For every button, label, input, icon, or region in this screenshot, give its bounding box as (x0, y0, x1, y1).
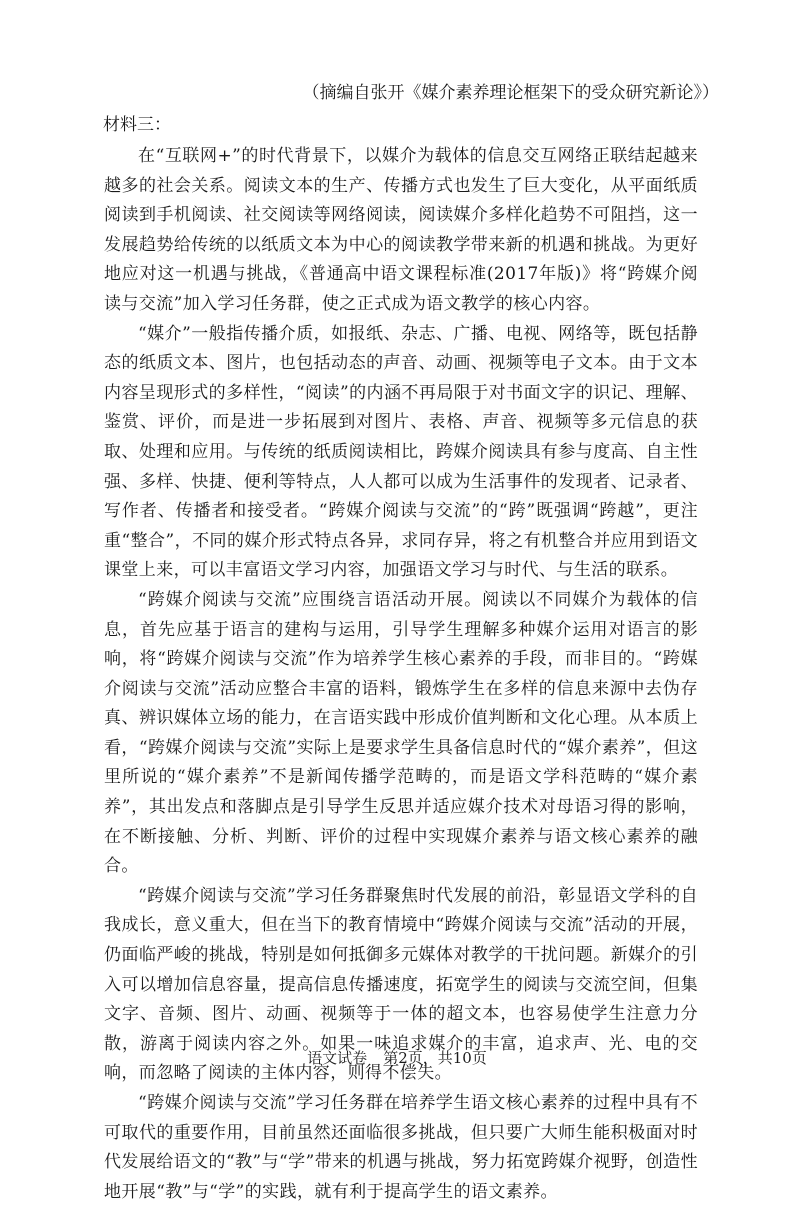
paragraph-1: 在“互联网+”的时代背景下，以媒介为载体的信息交互网络正联结起越来越多的社会关系。阅读文本的生产、传播方式也发生了巨大变化，从平面纸质阅读到手机阅读、社交阅读等网络阅读，阅读媒介多样化趋势不可阻挡，这一发展趋势给传统的以纸质文本为中心的阅读教学带来新的机遇和挑战。为更好地应对这一机遇与挑战，《普通高中语文课程标准(2017年版)》将“跨媒介阅读与交流”加入学习任务群，使之正式成为语文教学的核心内容。 (104, 146, 698, 314)
paragraph-2: “媒介”一般指传播介质，如报纸、杂志、广播、电视、网络等，既包括静态的纸质文本、图片，也包括动态的声音、动画、视频等电子文本。由于文本内容呈现形式的多样性，“阅读”的内涵不再局限于对书面文字的识记、理解、鉴赏、评价，而是进一步拓展到对图片、表格、声音、视频等多元信息的获取、处理和应用。与传统的纸质阅读相比，跨媒介阅读具有参与度高、自主性强、多样、快捷、便利等特点，人人都可以成为生活事件的发现者、记录者、写作者、传播者和接受者。“跨媒介阅读与交流”的“跨”既强调“跨越”，更注重“整合”，不同的媒介形式特点各异，求同存异，将之有机整合并应用到语文课堂上来，可以丰富语文学习内容，加强语文学习与时代、与生活的联系。 (104, 323, 698, 581)
footer-subject: 语文试卷 (307, 1049, 368, 1067)
paragraph-5: “跨媒介阅读与交流”学习任务群在培养学生语文核心素养的过程中具有不可取代的重要作用，目前虽然还面临很多挑战，但只要广大师生能积极面对时代发展给语文的“教”与“学”带来的机遇与挑战，努力拓宽跨媒介视野，创造性地开展“教”与“学”的实践，就有利于提高学生的语文素养。 (104, 1093, 698, 1202)
paragraph-4: “跨媒介阅读与交流”学习任务群聚焦时代发展的前沿，彰显语文学科的自我成长，意义重大，但在当下的教育情境中“跨媒介阅读与交流”活动的开展，仍面临严峻的挑战，特别是如何抵御多元媒体对教学的干扰问题。新媒介的引入可以增加信息容量，提高信息传播速度，拓宽学生的阅读与交流空间，但集文字、音频、图片、动画、视频等于一体的超文本，也容易使学生注意力分散，游离于阅读内容之外。如果一味追求媒介的丰富，追求声、光、电的交响，而忽略了阅读的主体内容，则得不偿失。 (104, 885, 698, 1084)
section-label: 材料三： (103, 115, 171, 135)
footer-page-number: 第2页，共10页 (383, 1049, 487, 1067)
source-citation: （摘编自张开《媒介素养理论框架下的受众研究新论》） (302, 83, 719, 103)
paragraph-3: “跨媒介阅读与交流”应围绕言语活动开展。阅读以不同媒介为载体的信息，首先应基于语言的建构与运用，引导学生理解多种媒介运用对语言的影响，将“跨媒介阅读与交流”作为培养学生核心素养的手段，而非目的。“跨媒介阅读与交流”活动应整合丰富的语料，锻炼学生在多样的信息来源中去伪存真、辨识媒体立场的能力，在言语实践中形成价值判断和文化心理。从本质上看，“跨媒介阅读与交流”实际上是要求学生具备信息时代的“媒介素养”，但这里所说的“媒介素养”不是新闻传播学范畴的，而是语文学科范畴的“媒介素养”，其出发点和落脚点是引导学生反思并适应媒介技术对母语习得的影响，在不断接触、分析、判断、评价的过程中实现媒介素养与语文核心素养的融合。 (104, 589, 698, 877)
page-footer (0, 1048, 794, 1068)
